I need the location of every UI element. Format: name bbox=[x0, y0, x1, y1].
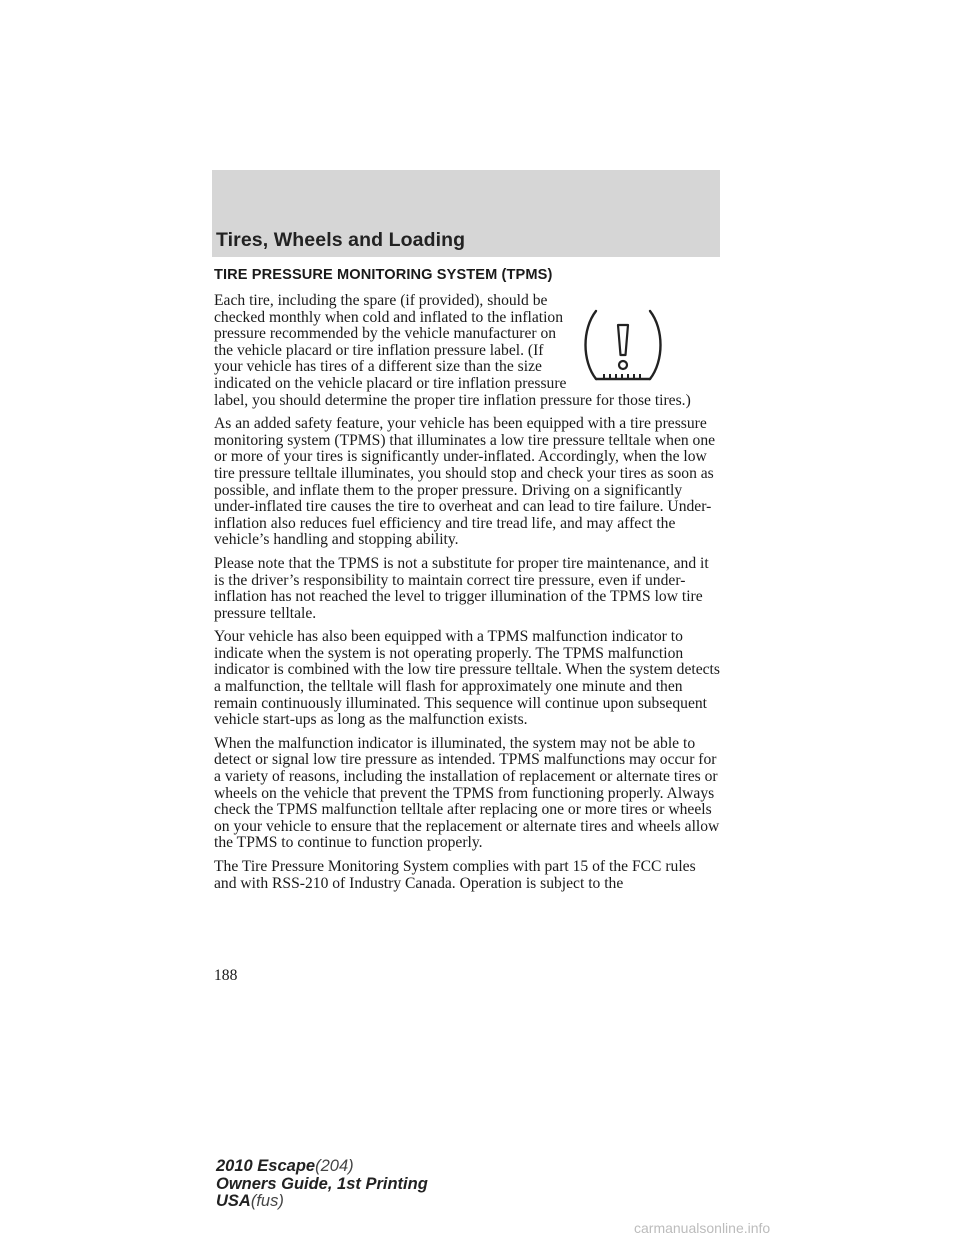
watermark: carmanualsonline.info bbox=[634, 1220, 771, 1236]
paragraph: Please note that the TPMS is not a substitute for proper tire maintenance, and it is the driver’s responsibility to maintain correct tire pressure, even if under-inflation has not reached the level to trigger illumination of the TPMS low tire pressure telltale. bbox=[214, 554, 709, 622]
footer-guide: Owners Guide, 1st Printing bbox=[216, 1174, 428, 1193]
paragraph: Your vehicle has also been equipped with a TPMS malfunction indicator to indicate when the system is not operating properly. The TPMS malfunction indicator is combined with the low tire pressure telltale. When the system detects a malfunction, the telltale will flash for approximately one minute and then remain continuously illuminated. This sequence will continue upon subsequent vehicle start-ups as long as the malfunction exists. bbox=[214, 628, 720, 729]
page-content bbox=[214, 267, 720, 899]
paragraph: As an added safety feature, your vehicle has been equipped with a tire pressure monitoring system (TPMS) that illuminates a low tire pressure telltale when one or more of your tires is significantly under-inflated. Accordingly, when the low tire pressure telltale illuminates, you should stop and check your tires as soon as possible, and inflate them to the proper pressure. Driving on a significantly under-inflated tire causes the tire to overheat and can lead to tire failure. Under-inflation also reduces fuel efficiency and tire tread life, and may affect the vehicle’s handling and stopping ability. bbox=[214, 415, 716, 549]
page-number: 188 bbox=[214, 967, 238, 984]
paragraph: Each tire, including the spare (if provided), should be checked monthly when cold and inflated to the inflation pressure recommended by the vehicle manufacturer on the vehicle placard or tire inflation pressure label. (If your vehicle has tires of a different size than the size indicated on the vehicle placard or tire inflation pressure label, you should determine the proper tire inflation pressure for those tires.) bbox=[214, 292, 691, 409]
document-footer bbox=[216, 1158, 428, 1211]
tire-pressure-warning-icon bbox=[582, 309, 664, 385]
page-title: Tires, Wheels and Loading bbox=[216, 229, 466, 251]
section-heading: TIRE PRESSURE MONITORING SYSTEM (TPMS) bbox=[214, 267, 553, 283]
footer-model-code: (204) bbox=[315, 1157, 354, 1175]
paragraph: The Tire Pressure Monitoring System complies with part 15 of the FCC rules and with RSS-210 of Industry Canada. Operation is subject to the bbox=[214, 858, 696, 892]
footer-market: USA bbox=[216, 1192, 251, 1210]
footer-model: 2010 Escape bbox=[216, 1157, 316, 1175]
footer-market-code: (fus) bbox=[250, 1192, 284, 1210]
paragraph: When the malfunction indicator is illuminated, the system may not be able to detect or signal low tire pressure as intended. TPMS malfunctions may occur for a variety of reasons, including the installation of replacement or alternate tires or wheels on the vehicle that prevent the TPMS from functioning properly. Always check the TPMS malfunction telltale after replacing one or more tires or wheels on your vehicle to ensure that the replacement or alternate tires and wheels allow the TPMS to continue to function properly. bbox=[214, 734, 720, 852]
